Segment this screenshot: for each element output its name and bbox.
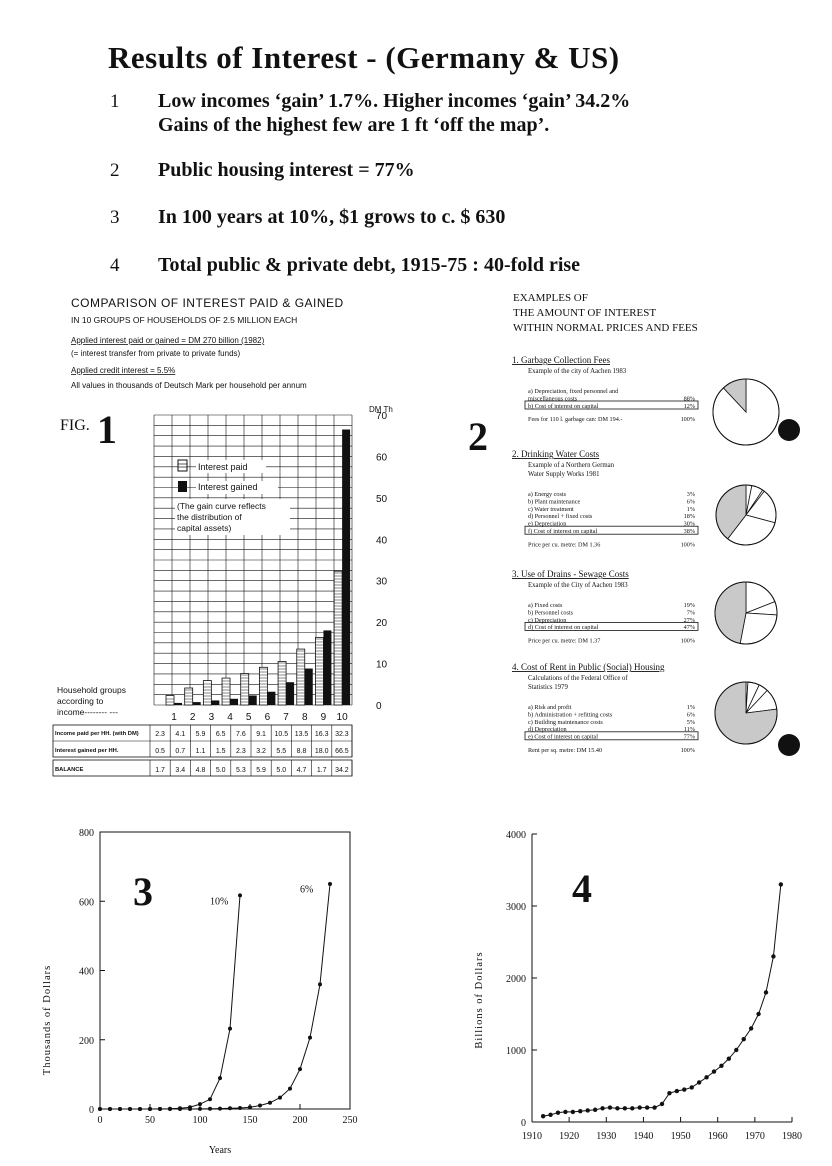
legend-paid-label: Interest paid xyxy=(198,462,248,472)
data-point xyxy=(608,1105,612,1109)
example-item-label: f) Cost of interest on capital xyxy=(528,528,598,535)
x-tick-label: 7 xyxy=(283,712,289,723)
y-tick-label: 0 xyxy=(376,701,382,712)
data-point xyxy=(288,1087,292,1091)
example-item-label: b) Personnel costs xyxy=(528,609,574,617)
y-tick-label: 400 xyxy=(79,966,94,978)
data-point xyxy=(138,1107,142,1111)
example-subtitle: Example of the City of Aachen 1983 xyxy=(528,582,628,589)
example-subtitle: Water Supply Works 1981 xyxy=(528,471,600,478)
point-2-number: 2 xyxy=(110,160,120,181)
fig3-xlabel: Years xyxy=(208,1145,232,1156)
bar-interest-paid xyxy=(315,637,323,705)
data-point xyxy=(556,1110,560,1114)
table-cell: 1.1 xyxy=(195,748,206,755)
point-2-text: Public housing interest = 77% xyxy=(158,159,415,181)
y-tick-label: 200 xyxy=(79,1035,94,1047)
series-line-6% xyxy=(100,884,330,1109)
table-cell: 9.1 xyxy=(256,731,266,738)
series-label-6pct: 6% xyxy=(300,884,314,896)
fig3-label-number: 3 xyxy=(133,869,153,914)
table-row-label: BALANCE xyxy=(55,767,84,773)
fig2-examples xyxy=(512,355,779,754)
example-item-value: 11% xyxy=(683,726,695,734)
data-point xyxy=(188,1107,192,1111)
x-tick-label: 5 xyxy=(245,712,252,723)
example-item-label: b) Plant maintenance xyxy=(528,498,581,506)
fig1-note-2: (= interest transfer from private to private funds) xyxy=(71,349,241,358)
example-item-value: 12% xyxy=(683,402,695,410)
data-point xyxy=(541,1114,545,1118)
legend-note-3: capital assets) xyxy=(177,523,232,533)
table-row-label: Income paid per HH. (with DM) xyxy=(55,731,139,737)
data-point xyxy=(118,1107,122,1111)
example-item-label: miscellaneous costs xyxy=(528,395,577,403)
table-cell: 13.5 xyxy=(294,731,309,738)
fig1-xlabel-3: income-------- --- xyxy=(57,707,118,717)
table-cell: 1.7 xyxy=(155,767,165,774)
bar-interest-gained xyxy=(305,669,313,705)
y-tick-label: 800 xyxy=(79,828,94,839)
x-tick-label: 1940 xyxy=(633,1131,654,1142)
example-footer-value: 100% xyxy=(680,637,695,645)
table-cell: 2.3 xyxy=(236,748,246,755)
example-footer: Price per cu. metre: DM 1.36 xyxy=(528,541,601,549)
fig1-note-3: Applied credit interest = 5.5% xyxy=(71,366,176,375)
example-subtitle: Example of a Northern German xyxy=(528,462,615,469)
bar-interest-gained xyxy=(174,703,182,705)
bar-interest-gained xyxy=(267,692,275,705)
example-item-label: b) Cost of interest on capital xyxy=(528,402,599,410)
example-footer-value: 100% xyxy=(680,416,695,424)
data-point xyxy=(208,1097,212,1101)
bar-interest-gained xyxy=(211,700,219,705)
fig1-label-fig: FIG. xyxy=(60,417,90,434)
point-1-line-1: Low incomes ‘gain’ 1.7%. Higher incomes ‘gain’ 34.2% xyxy=(158,90,631,112)
example-item-value: 6% xyxy=(686,498,695,506)
x-tick-label: 1920 xyxy=(559,1131,580,1142)
x-tick-label: 10 xyxy=(336,712,348,723)
data-point xyxy=(742,1037,746,1041)
example-item-value: 88% xyxy=(683,395,695,403)
example-item-label: a) Risk and profit xyxy=(528,704,572,711)
y-tick-label: 10 xyxy=(376,659,388,671)
x-tick-label: 250 xyxy=(342,1115,358,1126)
bar-interest-paid xyxy=(222,678,230,705)
fig2-label-number: 2 xyxy=(468,414,488,459)
fig1-plot-area xyxy=(154,411,388,723)
data-point xyxy=(238,1106,242,1110)
bar-interest-gained xyxy=(323,630,331,705)
y-tick-label: 60 xyxy=(376,452,388,464)
data-point xyxy=(660,1102,664,1106)
example-item-label: c) Water treatment xyxy=(528,505,574,513)
table-cell: 0.7 xyxy=(175,748,186,755)
fig1-xlabel-2: according to xyxy=(57,696,104,706)
legend-note-1: (The gain curve reflects xyxy=(177,501,266,511)
data-point xyxy=(198,1107,202,1111)
data-point xyxy=(178,1107,182,1111)
example-footer-value: 100% xyxy=(680,747,695,754)
table-cell: 66.5 xyxy=(335,748,349,755)
series-line-debt xyxy=(543,884,781,1116)
y-tick-label: 40 xyxy=(376,535,388,547)
data-point xyxy=(749,1026,753,1030)
data-point xyxy=(593,1108,597,1112)
example-item-value: 27% xyxy=(683,616,695,624)
fig2-heading-3: WITHIN NORMAL PRICES AND FEES xyxy=(513,322,698,334)
data-point xyxy=(318,982,322,986)
data-point xyxy=(719,1064,723,1068)
example-item-value: 1% xyxy=(686,505,695,513)
table-cell: 1.5 xyxy=(215,748,226,755)
page-title: Results of Interest - (Germany & US) xyxy=(108,40,620,75)
x-tick-label: 1960 xyxy=(707,1131,728,1142)
x-tick-label: 6 xyxy=(264,712,271,723)
fig4-plot-area xyxy=(506,830,802,1142)
data-point xyxy=(258,1104,262,1108)
figure-4 xyxy=(460,820,832,1166)
example-item-value: 77% xyxy=(683,733,695,741)
example-item-value: 1% xyxy=(686,704,695,711)
point-3-number: 3 xyxy=(110,207,120,228)
data-point xyxy=(218,1107,222,1111)
table-cell: 1.7 xyxy=(316,767,327,774)
data-point xyxy=(771,954,775,958)
y-tick-label: 70 xyxy=(376,411,388,422)
fig3-plot-area xyxy=(79,828,358,1126)
data-point xyxy=(238,893,242,897)
data-point xyxy=(630,1106,634,1110)
example-footer: Fees for 110 l. garbage can: DM 194.- xyxy=(528,416,623,424)
bar-interest-paid xyxy=(297,649,305,705)
bar-interest-paid xyxy=(166,695,174,705)
fig3-ylabel: Thousands of Dollars xyxy=(42,964,53,1076)
fig4-label-number: 4 xyxy=(572,866,592,911)
x-tick-label: 1950 xyxy=(670,1131,691,1142)
example-item-value: 47% xyxy=(683,624,695,632)
data-point xyxy=(168,1107,172,1111)
example-item-value: 18% xyxy=(683,513,695,521)
example-item-value: 5% xyxy=(686,718,695,726)
data-point xyxy=(268,1101,272,1105)
x-tick-label: 1910 xyxy=(522,1131,542,1142)
table-cell: 8.8 xyxy=(296,748,307,755)
x-tick-label: 50 xyxy=(145,1115,155,1126)
x-tick-label: 4 xyxy=(227,712,233,723)
data-point xyxy=(652,1105,656,1109)
legend-note-2: the distribution of xyxy=(177,512,242,522)
legend-paid-swatch xyxy=(178,460,187,471)
example-title: 2. Drinking Water Costs xyxy=(512,449,600,459)
example-footer: Price per cu. metre: DM 1.37 xyxy=(528,637,601,645)
table-cell: 7.6 xyxy=(236,731,246,738)
data-point xyxy=(571,1110,575,1114)
bar-interest-gained xyxy=(193,702,201,705)
fig1-unit: DM Th xyxy=(369,405,393,414)
fig1-heading: COMPARISON OF INTEREST PAID & GAINED xyxy=(71,296,344,310)
data-point xyxy=(712,1069,716,1073)
fig4-ylabel: Billions of Dollars xyxy=(474,951,485,1049)
data-point xyxy=(548,1113,552,1117)
example-item-label: a) Fixed costs xyxy=(528,602,563,609)
example-item-label: c) Depreciation xyxy=(528,616,567,624)
bar-interest-gained xyxy=(249,695,257,705)
data-point xyxy=(328,882,332,886)
y-tick-label: 2000 xyxy=(506,974,526,985)
example-item-label: e) Cost of interest on capital xyxy=(528,733,598,741)
fig1-note-1: Applied interest paid or gained = DM 270 billion (1982) xyxy=(71,336,265,345)
bar-interest-gained xyxy=(230,699,238,705)
point-1-line-2: Gains of the highest few are 1 ft ‘off the map’. xyxy=(158,114,550,136)
fig1-xlabel-1: Household groups xyxy=(57,685,126,695)
point-1-text xyxy=(158,89,630,137)
y-tick-label: 600 xyxy=(79,897,94,909)
fig1-subheading: IN 10 GROUPS OF HOUSEHOLDS OF 2.5 MILLION EACH xyxy=(71,315,298,325)
y-tick-label: 50 xyxy=(376,493,388,505)
data-point xyxy=(623,1106,627,1110)
table-row-label: Interest gained per HH. xyxy=(55,748,119,754)
data-point xyxy=(756,1012,760,1016)
x-tick-label: 1 xyxy=(171,712,177,723)
bar-interest-paid xyxy=(185,688,193,705)
figure-3 xyxy=(30,820,375,1160)
legend-gained-label: Interest gained xyxy=(198,482,258,492)
table-cell: 4.8 xyxy=(195,767,206,774)
x-tick-label: 3 xyxy=(208,712,215,723)
example-item-value: 6% xyxy=(686,711,695,719)
example-subtitle: Calculations of the Federal Office of xyxy=(528,675,628,682)
x-tick-label: 200 xyxy=(292,1115,308,1126)
bar-interest-gained xyxy=(286,682,294,705)
example-item-value: 30% xyxy=(683,520,695,528)
data-point xyxy=(228,1027,232,1031)
data-point xyxy=(578,1109,582,1113)
data-point xyxy=(128,1107,132,1111)
figure-2 xyxy=(440,285,832,785)
x-tick-label: 1980 xyxy=(782,1131,802,1142)
bar-interest-paid xyxy=(259,667,267,705)
data-point xyxy=(615,1106,619,1110)
table-cell: 6.5 xyxy=(215,731,226,738)
figure-1 xyxy=(0,285,440,805)
data-point xyxy=(198,1102,202,1106)
data-point xyxy=(697,1080,701,1084)
example-title: 3. Use of Drains - Sewage Costs xyxy=(512,569,629,579)
data-point xyxy=(704,1075,708,1079)
fig2-heading-2: THE AMOUNT OF INTEREST xyxy=(513,307,657,319)
y-tick-label: 0 xyxy=(521,1118,526,1129)
example-footer: Rent per sq. metre: DM 15.40 xyxy=(528,747,603,754)
example-footer-value: 100% xyxy=(680,541,695,549)
point-1-number: 1 xyxy=(110,91,120,112)
table-cell: 10.5 xyxy=(274,731,289,738)
table-cell: 4.7 xyxy=(296,767,307,774)
x-tick-label: 0 xyxy=(97,1115,103,1126)
example-item-value: 7% xyxy=(686,609,695,617)
example-item-label: e) Depreciation xyxy=(528,520,567,528)
bar-interest-paid xyxy=(334,571,342,705)
table-cell: 5.0 xyxy=(276,767,287,774)
data-point xyxy=(682,1087,686,1091)
example-item-label: a) Depreciation, fixed personnel and xyxy=(528,388,619,395)
table-cell: 0.5 xyxy=(155,748,165,755)
table-cell: 5.5 xyxy=(276,748,287,755)
data-point xyxy=(645,1105,649,1109)
data-point xyxy=(278,1096,282,1100)
example-item-label: d) Personnel + fixed costs xyxy=(528,513,593,521)
x-tick-label: 100 xyxy=(192,1115,208,1126)
x-tick-label: 2 xyxy=(189,712,196,723)
example-item-label: a) Energy costs xyxy=(528,491,567,498)
example-item-label: c) Building maintenance costs xyxy=(528,718,603,726)
y-tick-label: 4000 xyxy=(506,830,526,841)
series-label-10pct: 10% xyxy=(210,896,229,908)
registration-dot xyxy=(778,734,800,756)
data-point xyxy=(218,1076,222,1080)
point-4-text: Total public & private debt, 1915-75 : 40-fold rise xyxy=(158,254,581,276)
data-point xyxy=(779,882,783,886)
pie-slice xyxy=(715,582,746,643)
data-point xyxy=(98,1107,102,1111)
data-point xyxy=(308,1036,312,1040)
example-item-value: 19% xyxy=(683,602,695,609)
pie-slice xyxy=(740,613,777,644)
table-cell: 16.3 xyxy=(314,731,329,738)
data-point xyxy=(667,1091,671,1095)
x-tick-label: 150 xyxy=(242,1115,258,1126)
data-point xyxy=(148,1107,152,1111)
fig1-note-4: All values in thousands of Deutsch Mark per household per annum xyxy=(71,381,307,390)
data-point xyxy=(158,1107,162,1111)
table-cell: 5.3 xyxy=(236,767,246,774)
example-item-value: 3% xyxy=(686,491,695,498)
table-cell: 4.1 xyxy=(175,731,186,738)
data-point xyxy=(228,1106,232,1110)
table-cell: 34.2 xyxy=(335,767,349,774)
table-cell: 3.2 xyxy=(256,748,266,755)
example-title: 4. Cost of Rent in Public (Social) Housing xyxy=(512,662,665,672)
bar-interest-paid xyxy=(278,662,286,706)
table-cell: 18.0 xyxy=(314,748,329,755)
data-point xyxy=(108,1107,112,1111)
fig1-data-table xyxy=(53,725,352,776)
point-3-text: In 100 years at 10%, $1 grows to c. $ 630 xyxy=(158,206,506,228)
example-subtitle: Statistics 1979 xyxy=(528,684,568,691)
x-tick-label: 9 xyxy=(320,712,327,723)
x-tick-label: 8 xyxy=(301,712,308,723)
data-point xyxy=(764,990,768,994)
fig2-heading-1: EXAMPLES OF xyxy=(513,292,588,304)
legend-gained-swatch xyxy=(178,481,187,492)
table-cell: 5.9 xyxy=(195,731,206,738)
data-point xyxy=(727,1056,731,1060)
example-item-value: 38% xyxy=(683,528,695,535)
y-tick-label: 20 xyxy=(376,618,388,630)
data-point xyxy=(600,1106,604,1110)
data-point xyxy=(690,1085,694,1089)
example-item-label: b) Administration + refitting costs xyxy=(528,711,613,719)
y-tick-label: 1000 xyxy=(506,1046,526,1057)
y-tick-label: 0 xyxy=(89,1105,94,1116)
registration-dot xyxy=(778,419,800,441)
fig1-label-number: 1 xyxy=(97,407,117,452)
data-point xyxy=(563,1110,567,1114)
x-tick-label: 1970 xyxy=(744,1131,765,1142)
table-cell: 5.9 xyxy=(256,767,266,774)
point-4-number: 4 xyxy=(110,255,120,276)
example-title: 1. Garbage Collection Fees xyxy=(512,355,610,365)
data-point xyxy=(248,1105,252,1109)
data-point xyxy=(734,1048,738,1052)
table-cell: 3.4 xyxy=(175,767,186,774)
y-tick-label: 3000 xyxy=(506,902,526,913)
data-point xyxy=(675,1089,679,1093)
example-subtitle: Example of the city of Aachen 1983 xyxy=(528,368,627,375)
bar-interest-gained xyxy=(342,430,350,706)
x-tick-label: 1930 xyxy=(596,1131,617,1142)
data-point xyxy=(208,1107,212,1111)
example-item-label: d) Cost of interest on capital xyxy=(528,624,599,632)
data-point xyxy=(298,1067,302,1071)
table-cell: 32.3 xyxy=(335,731,349,738)
table-cell: 2.3 xyxy=(155,731,165,738)
data-point xyxy=(586,1108,590,1112)
y-tick-label: 30 xyxy=(376,576,388,588)
example-item-label: d) Depreciation xyxy=(528,726,567,734)
table-cell: 5.0 xyxy=(215,767,226,774)
data-point xyxy=(638,1105,642,1109)
